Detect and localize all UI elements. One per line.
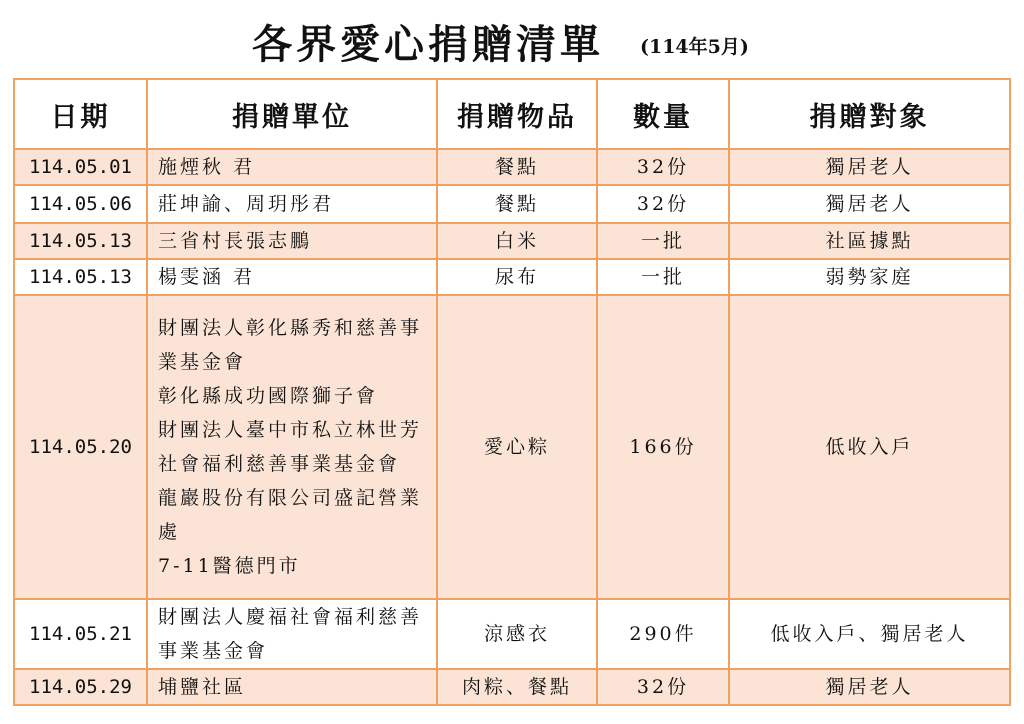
table-row bbox=[14, 259, 1010, 295]
table-row bbox=[14, 185, 1010, 223]
header-row bbox=[14, 79, 1010, 149]
period-label: (114年5月) bbox=[640, 36, 749, 58]
table-row bbox=[14, 669, 1010, 705]
quantity-cell: 166份 bbox=[597, 295, 729, 599]
item-cell: 餐點 bbox=[437, 149, 597, 185]
recipient-cell: 低收入戶、獨居老人 bbox=[729, 599, 1010, 669]
table-row bbox=[14, 223, 1010, 259]
quantity-cell: 32份 bbox=[597, 669, 729, 705]
item-cell: 愛心粽 bbox=[437, 295, 597, 599]
donor-cell: 三省村長張志鵬 bbox=[147, 223, 437, 259]
item-cell: 尿布 bbox=[437, 259, 597, 295]
date-cell: 114.05.13 bbox=[14, 259, 147, 295]
item-cell: 涼感衣 bbox=[437, 599, 597, 669]
recipient-cell: 獨居老人 bbox=[729, 669, 1010, 705]
table-row bbox=[14, 599, 1010, 669]
recipient-cell: 低收入戶 bbox=[729, 295, 1010, 599]
col-header-recipient: 捐贈對象 bbox=[729, 79, 1010, 149]
date-cell: 114.05.29 bbox=[14, 669, 147, 705]
col-header-date: 日期 bbox=[14, 79, 147, 149]
donor-cell: 莊坤諭、周玥彤君 bbox=[147, 185, 437, 223]
recipient-cell: 社區據點 bbox=[729, 223, 1010, 259]
quantity-cell: 32份 bbox=[597, 149, 729, 185]
title-block bbox=[0, 14, 1024, 76]
donor-cell: 埔鹽社區 bbox=[147, 669, 437, 705]
donor-cell: 財團法人彰化縣秀和慈善事業基金會 彰化縣成功國際獅子會 財團法人臺中市私立林世芳社會福利慈善事業基金會 龍巖股份有限公司盛記營業處 7-11醫德門市 bbox=[147, 295, 437, 599]
date-cell: 114.05.21 bbox=[14, 599, 147, 669]
donor-cell: 施煙秋 君 bbox=[147, 149, 437, 185]
quantity-cell: 一批 bbox=[597, 223, 729, 259]
item-cell: 肉粽、餐點 bbox=[437, 669, 597, 705]
item-cell: 白米 bbox=[437, 223, 597, 259]
date-cell: 114.05.13 bbox=[14, 223, 147, 259]
recipient-cell: 獨居老人 bbox=[729, 185, 1010, 223]
item-cell: 餐點 bbox=[437, 185, 597, 223]
date-cell: 114.05.06 bbox=[14, 185, 147, 223]
col-header-quantity: 數量 bbox=[597, 79, 729, 149]
quantity-cell: 290件 bbox=[597, 599, 729, 669]
table-row bbox=[14, 295, 1010, 599]
recipient-cell: 弱勢家庭 bbox=[729, 259, 1010, 295]
table-row bbox=[14, 149, 1010, 185]
quantity-cell: 一批 bbox=[597, 259, 729, 295]
page-title: 各界愛心捐贈清單 bbox=[252, 21, 604, 68]
col-header-item: 捐贈物品 bbox=[437, 79, 597, 149]
donor-cell: 財團法人慶福社會福利慈善事業基金會 bbox=[147, 599, 437, 669]
date-cell: 114.05.01 bbox=[14, 149, 147, 185]
donation-table bbox=[13, 78, 1011, 706]
col-header-donor: 捐贈單位 bbox=[147, 79, 437, 149]
date-cell: 114.05.20 bbox=[14, 295, 147, 599]
quantity-cell: 32份 bbox=[597, 185, 729, 223]
recipient-cell: 獨居老人 bbox=[729, 149, 1010, 185]
donor-cell: 楊雯涵 君 bbox=[147, 259, 437, 295]
